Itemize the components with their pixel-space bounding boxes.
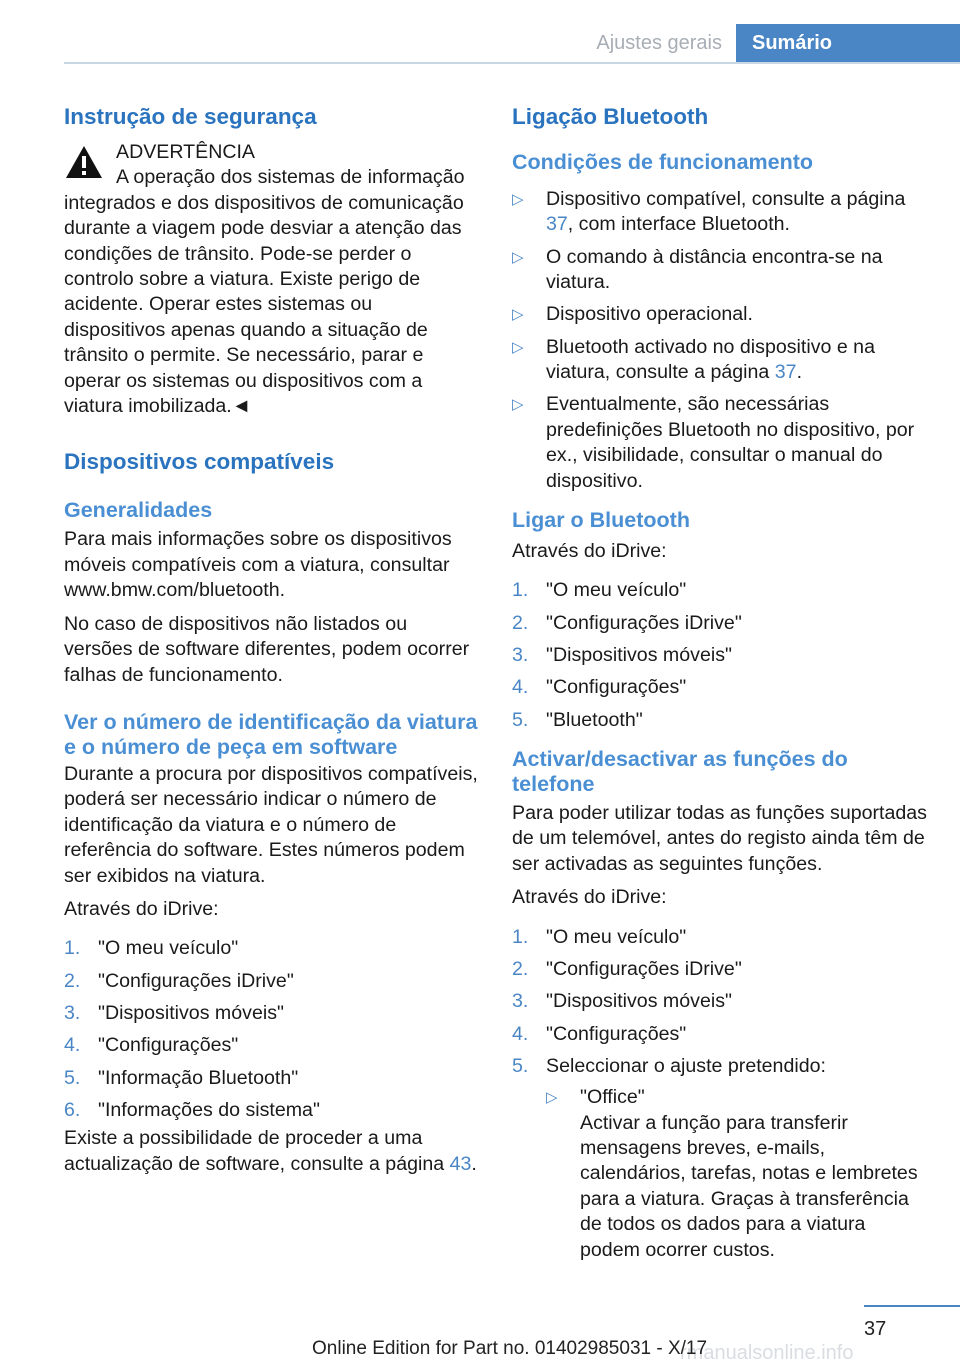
page-link-43[interactable]: 43	[449, 1152, 472, 1175]
triangle-bullet-icon: ▷	[512, 191, 524, 208]
update-paragraph: Existe a possibilidade de proceder a uma actualização de software, consulte a página 43.	[64, 1127, 477, 1175]
list-item: ▷ "Office" Activar a função para transferir mensagens breves, e-mails, calendários, tarefas, notas e lembretes para a viatura. Graças à transferência de todos os dados para a viatura podem ocorrer custos.	[546, 1086, 918, 1261]
list-item: 2. "Configurações iDrive"	[512, 611, 742, 634]
bt-on-steps	[512, 578, 930, 733]
list-item: 5. Seleccionar o ajuste pretendido: ▷ "Office" Activar a função para transferir mensagens breves, e-mails, calendários, tarefas, notas e lembretes para a viatura. Graças à transferência de todos os dados para a viatura podem ocorrer custos.	[512, 1054, 930, 1263]
bt-on-heading: Ligar o Bluetooth	[512, 508, 690, 533]
section-tab[interactable]: Ajustes gerais	[568, 24, 736, 62]
left-column	[64, 98, 478, 1177]
triangle-bullet-icon: ▷	[512, 396, 524, 414]
conditions-list	[512, 187, 930, 494]
general-paragraph-2: No caso de dispositivos não listados ou versões de software diferentes, podem ocorrer falhas de funcionamento.	[64, 612, 470, 686]
warning-title: ADVERTÊNCIA	[116, 141, 256, 163]
warning-text: A operação dos sistemas de informação integrados e dos dispositivos de comunicação durante a viagem pode desviar a atenção das condições de trânsito. Pode-se perder o controlo sobre a viatura. Existe perigo de acidente. Operar estes sistemas ou dispositivos apenas quando a situação de trânsito o permite. Se necessário, parar e operar os sistemas ou dispositivos com a viatura imobilizada.◄	[64, 166, 465, 418]
triangle-bullet-icon: ▷	[512, 248, 524, 266]
footer-rule	[864, 1305, 960, 1307]
phone-functions-paragraph: Para poder utilizar todas as funções suportadas de um telemóvel, antes do registo ainda têm de ser activadas as seguintes funções.	[512, 802, 927, 875]
watermark: rmanualsonline.info	[680, 1342, 854, 1362]
bt-on-intro: Através do iDrive:	[512, 540, 667, 563]
list-item: ▷ Bluetooth activado no dispositivo e na viatura, consulte a página 37.	[512, 335, 875, 384]
general-paragraph-1: Para mais informações sobre os dispositivos móveis compatíveis com a viatura, consultar www.bmw.com/bluetooth.	[64, 528, 452, 602]
conditions-heading: Condições de funcionamento	[512, 150, 814, 174]
vin-paragraph: Durante a procura por dispositivos compatíveis, poderá ser necessário indicar o número de identificação da viatura e o número de referência do software. Estes números podem ser exibidos na viatura.	[64, 762, 478, 887]
list-item: 4. "Configurações"	[64, 1034, 239, 1057]
list-item: 1. "O meu veículo"	[64, 937, 239, 960]
phone-functions-steps	[512, 925, 930, 1263]
header-divider	[64, 62, 960, 64]
page-header	[0, 0, 960, 62]
office-sublist	[546, 1085, 930, 1263]
phone-functions-heading: Activar/desactivar as funções do telefone	[512, 747, 848, 797]
list-item: ▷ Dispositivo operacional.	[512, 302, 930, 327]
summary-tab[interactable]: Sumário	[736, 24, 960, 62]
list-item: 3. "Dispositivos móveis"	[512, 990, 732, 1013]
warning-triangle-icon	[64, 144, 104, 180]
list-item: 1. "O meu veículo"	[512, 579, 687, 602]
list-item: ▷ Eventualmente, são necessárias predefinições Bluetooth no dispositivo, por ex., visibilidade, consultar o manual do dispositivo.	[512, 393, 915, 492]
triangle-bullet-icon: ▷	[546, 1089, 558, 1107]
list-item: ▷ O comando à distância encontra-se na viatura.	[512, 245, 883, 294]
vin-intro: Através do iDrive:	[64, 897, 219, 920]
list-item: 5. "Bluetooth"	[512, 708, 643, 731]
triangle-bullet-icon: ▷	[512, 306, 524, 324]
list-item: 3. "Dispositivos móveis"	[64, 1001, 284, 1024]
list-item: ▷ Dispositivo compatível, consulte a página 37, com interface Bluetooth.	[512, 188, 906, 236]
edition-note: Online Edition for Part no. 01402985031 - X/17	[312, 1338, 708, 1359]
page-number: 37	[864, 1318, 887, 1340]
list-item: 5. "Informação Bluetooth"	[64, 1066, 299, 1089]
bt-heading: Ligação Bluetooth	[512, 104, 709, 129]
safety-heading: Instrução de segurança	[64, 104, 317, 129]
vin-steps-list	[64, 936, 478, 1123]
vin-heading: Ver o número de identificação da viatura e o número de peça em software	[64, 709, 478, 759]
compat-heading: Dispositivos compatíveis	[64, 449, 335, 475]
list-item: 4. "Configurações"	[512, 1022, 687, 1045]
list-item: 2. "Configurações iDrive"	[64, 969, 294, 992]
list-item: 4. "Configurações"	[512, 676, 687, 699]
general-heading: Generalidades	[64, 498, 213, 523]
list-item: 1. "O meu veículo"	[512, 925, 687, 948]
warning-block	[64, 140, 478, 419]
page-link-37[interactable]: 37	[546, 213, 568, 236]
right-column	[512, 98, 930, 1270]
page-link-37[interactable]: 37	[774, 361, 797, 384]
triangle-bullet-icon: ▷	[512, 338, 524, 356]
list-item: 3. "Dispositivos móveis"	[512, 644, 732, 667]
phone-functions-intro: Através do iDrive:	[512, 886, 667, 909]
list-item: 6. "Informações do sistema"	[64, 1098, 320, 1121]
list-item: 2. "Configurações iDrive"	[512, 957, 742, 980]
